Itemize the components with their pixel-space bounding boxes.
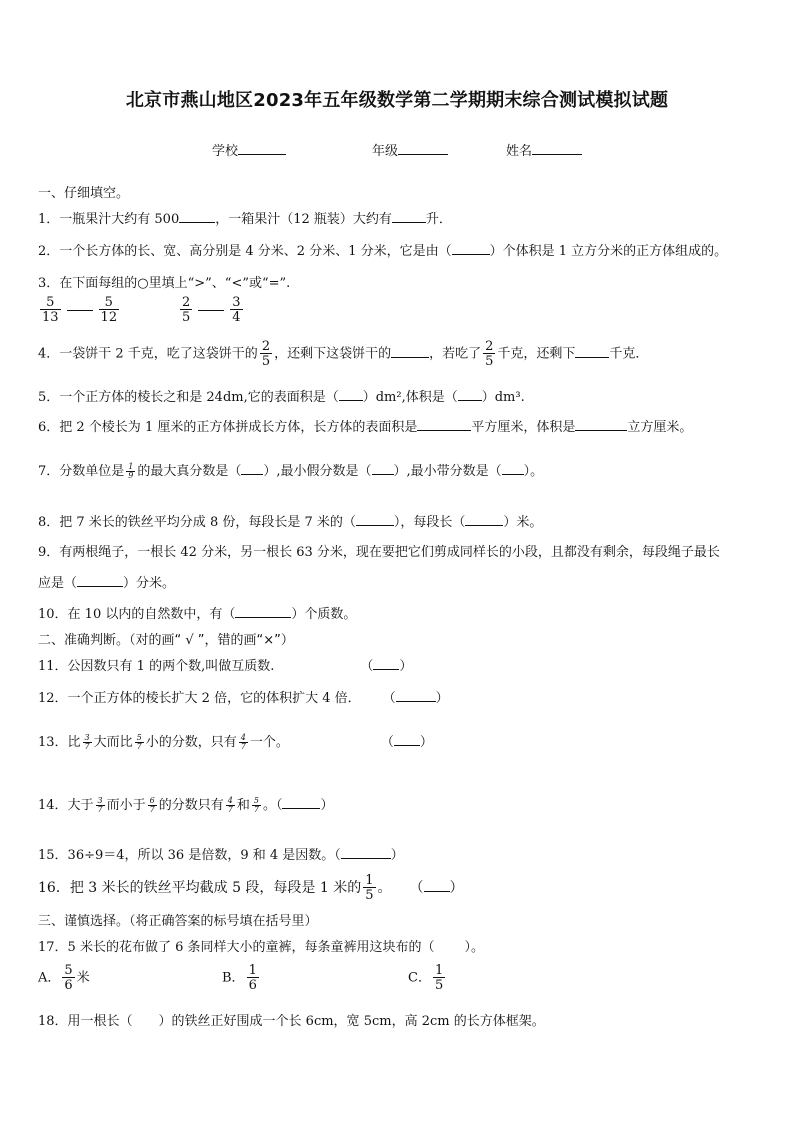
- fraction: $\frac{1}{6}$: [248, 963, 257, 993]
- q6-blank-2[interactable]: [575, 418, 627, 431]
- section-1-heading: 一、仔细填空。: [38, 186, 130, 201]
- q17-option-c[interactable]: C． $\frac{1}{5}$: [408, 963, 444, 993]
- question-7: 7．分数单位是 $\frac{1}{9}$ 的最大真分数是（ ）,最小假分数是（ ）,最小带分数是（ ）。: [38, 462, 544, 480]
- grade-label: 年级: [372, 144, 399, 159]
- question-5: 5．一个正方体的棱长之和是 24dm,它的表面积是（ ）dm²,体积是（ ）dm³.: [38, 390, 525, 405]
- name-blank[interactable]: [532, 142, 582, 155]
- q4-blank-2[interactable]: [575, 345, 609, 358]
- q8-blank-1[interactable]: [356, 513, 394, 526]
- question-9-cont: 应是（ ）分米。: [38, 576, 176, 591]
- section-2-heading: 二、准确判断。（对的画“ √ ”，错的画“×”）: [38, 633, 294, 648]
- grade-field: [372, 140, 448, 159]
- q2-blank[interactable]: [452, 242, 490, 255]
- question-13: 13．比 $\frac{3}{7}$ 大而比 $\frac{5}{7}$ 小的分数，只有 $\frac{4}{7}$ 一个。 （ ）: [38, 733, 433, 751]
- section-3-heading: 三、谨慎选择。（将正确答案的标号填在括号里）: [38, 914, 318, 929]
- q15-answer-blank[interactable]: [341, 846, 391, 859]
- q7-blank-1[interactable]: [241, 462, 263, 475]
- fraction: $\frac{5}{7}$: [253, 796, 259, 814]
- question-10: 10．在 10 以内的自然数中，有（ ）个质数。: [38, 607, 357, 622]
- question-11: 11．公因数只有 1 的两个数,叫做互质数. （ ）: [38, 659, 413, 674]
- fraction: $\frac{4}{7}$: [240, 733, 246, 751]
- school-label: 学校: [212, 144, 239, 159]
- q5-blank-1[interactable]: [339, 388, 363, 401]
- q16-answer-blank[interactable]: [424, 879, 450, 892]
- q14-answer-blank[interactable]: [282, 796, 320, 809]
- q13-answer-blank[interactable]: [394, 733, 420, 746]
- question-6: 6．把 2 个棱长为 1 厘米的正方体拼成长方体，长方体的表面积是 平方厘米，体积是 立方厘米。: [38, 420, 693, 435]
- q1-blank-2[interactable]: [392, 210, 426, 223]
- question-15: 15．36÷9＝4，所以 36 是倍数，9 和 4 是因数。（ ）: [38, 848, 404, 863]
- q17-option-a[interactable]: A． $\frac{5}{6}$ 米: [38, 963, 90, 993]
- question-3: 3．在下面每组的○里填上“>”、“<”或“=”.: [38, 276, 291, 291]
- school-field: [212, 140, 286, 159]
- q7-blank-3[interactable]: [502, 462, 524, 475]
- q17-option-b[interactable]: B． $\frac{1}{6}$: [222, 963, 257, 993]
- q10-blank[interactable]: [235, 605, 291, 618]
- q8-blank-2[interactable]: [465, 513, 503, 526]
- fraction: $\frac{4}{7}$: [227, 796, 233, 814]
- q3-compare-2: [178, 296, 245, 324]
- question-18: 18．用一根长（ ）的铁丝正好围成一个长 6cm，宽 5cm，高 2cm 的长方体框架。: [38, 1014, 545, 1029]
- fraction: $\frac{2}{5}$: [182, 295, 191, 325]
- question-1: 1．一瓶果汁大约有 500 ，一箱果汁（12 瓶装）大约有 升．: [38, 212, 452, 227]
- name-label: 姓名: [506, 144, 533, 159]
- fraction: $\frac{5}{12}$: [100, 295, 118, 325]
- q1-blank-1[interactable]: [179, 210, 215, 223]
- question-4: 4．一袋饼干 2 千克，吃了这袋饼干的 $\frac{2}{5}$ ，还剩下这袋饼干的 ，若吃了 $\frac{2}{5}$ 千克，还剩下 千克．: [38, 339, 649, 369]
- question-8: 8．把 7 米长的铁丝平均分成 8 份，每段长是 7 米的（ ），每段长（ ）米。: [38, 515, 543, 530]
- q11-answer-blank[interactable]: [373, 657, 399, 670]
- q7-blank-2[interactable]: [372, 462, 394, 475]
- q5-blank-2[interactable]: [458, 388, 482, 401]
- grade-blank[interactable]: [398, 142, 448, 155]
- school-blank[interactable]: [238, 142, 286, 155]
- q12-answer-blank[interactable]: [396, 689, 436, 702]
- question-17: 17．5 米长的花布做了 6 条同样大小的童裤，每条童裤用这块布的（ ）。: [38, 940, 484, 955]
- fraction: $\frac{3}{4}$: [232, 295, 241, 325]
- question-14: 14．大于 $\frac{3}{7}$ 而小于 $\frac{6}{7}$ 的分数只有 $\frac{4}{7}$ 和 $\frac{5}{7}$ 。（ ）: [38, 796, 334, 814]
- fraction: $\frac{5}{6}$: [64, 963, 73, 993]
- fraction: $\frac{3}{7}$: [84, 733, 90, 751]
- fraction: $\frac{6}{7}$: [149, 796, 155, 814]
- q3-compare-blank-1[interactable]: [67, 310, 93, 311]
- fraction: $\frac{2}{5}$: [261, 339, 271, 369]
- q3-compare-blank-2[interactable]: [198, 310, 224, 311]
- q9-blank[interactable]: [77, 574, 123, 587]
- fraction: $\frac{1}{9}$: [128, 462, 134, 480]
- question-12: 12．一个正方体的棱长扩大 2 倍，它的体积扩大 4 倍． （ ）: [38, 691, 449, 706]
- fraction: $\frac{5}{13}$: [42, 295, 59, 325]
- fraction: $\frac{3}{7}$: [97, 796, 103, 814]
- question-16: 16．把 3 米长的铁丝平均截成 5 段，每段是 1 米的 $\frac{1}{5}$ 。 （ ）: [38, 873, 464, 903]
- q3-compare-1: [38, 296, 121, 324]
- fraction: $\frac{1}{5}$: [365, 873, 374, 903]
- fraction: $\frac{5}{7}$: [136, 733, 142, 751]
- question-9: 9．有两根绳子，一根长 42 分米，另一根长 63 分米，现在要把它们剪成同样长的小段，且都没有剩余，每段绳子最长: [38, 545, 720, 560]
- fraction: $\frac{2}{5}$: [485, 339, 494, 369]
- name-field: [506, 140, 582, 159]
- q4-blank-1[interactable]: [391, 345, 429, 358]
- q6-blank-1[interactable]: [417, 418, 471, 431]
- question-2: 2．一个长方体的长、宽、高分别是 4 分米、2 分米、1 分米，它是由（ ）个体积是 1 立方分米的正方体组成的。: [38, 244, 728, 259]
- page-title: 北京市燕山地区2023年五年级数学第二学期期末综合测试模拟试题: [125, 90, 669, 111]
- fraction: $\frac{1}{5}$: [434, 963, 444, 993]
